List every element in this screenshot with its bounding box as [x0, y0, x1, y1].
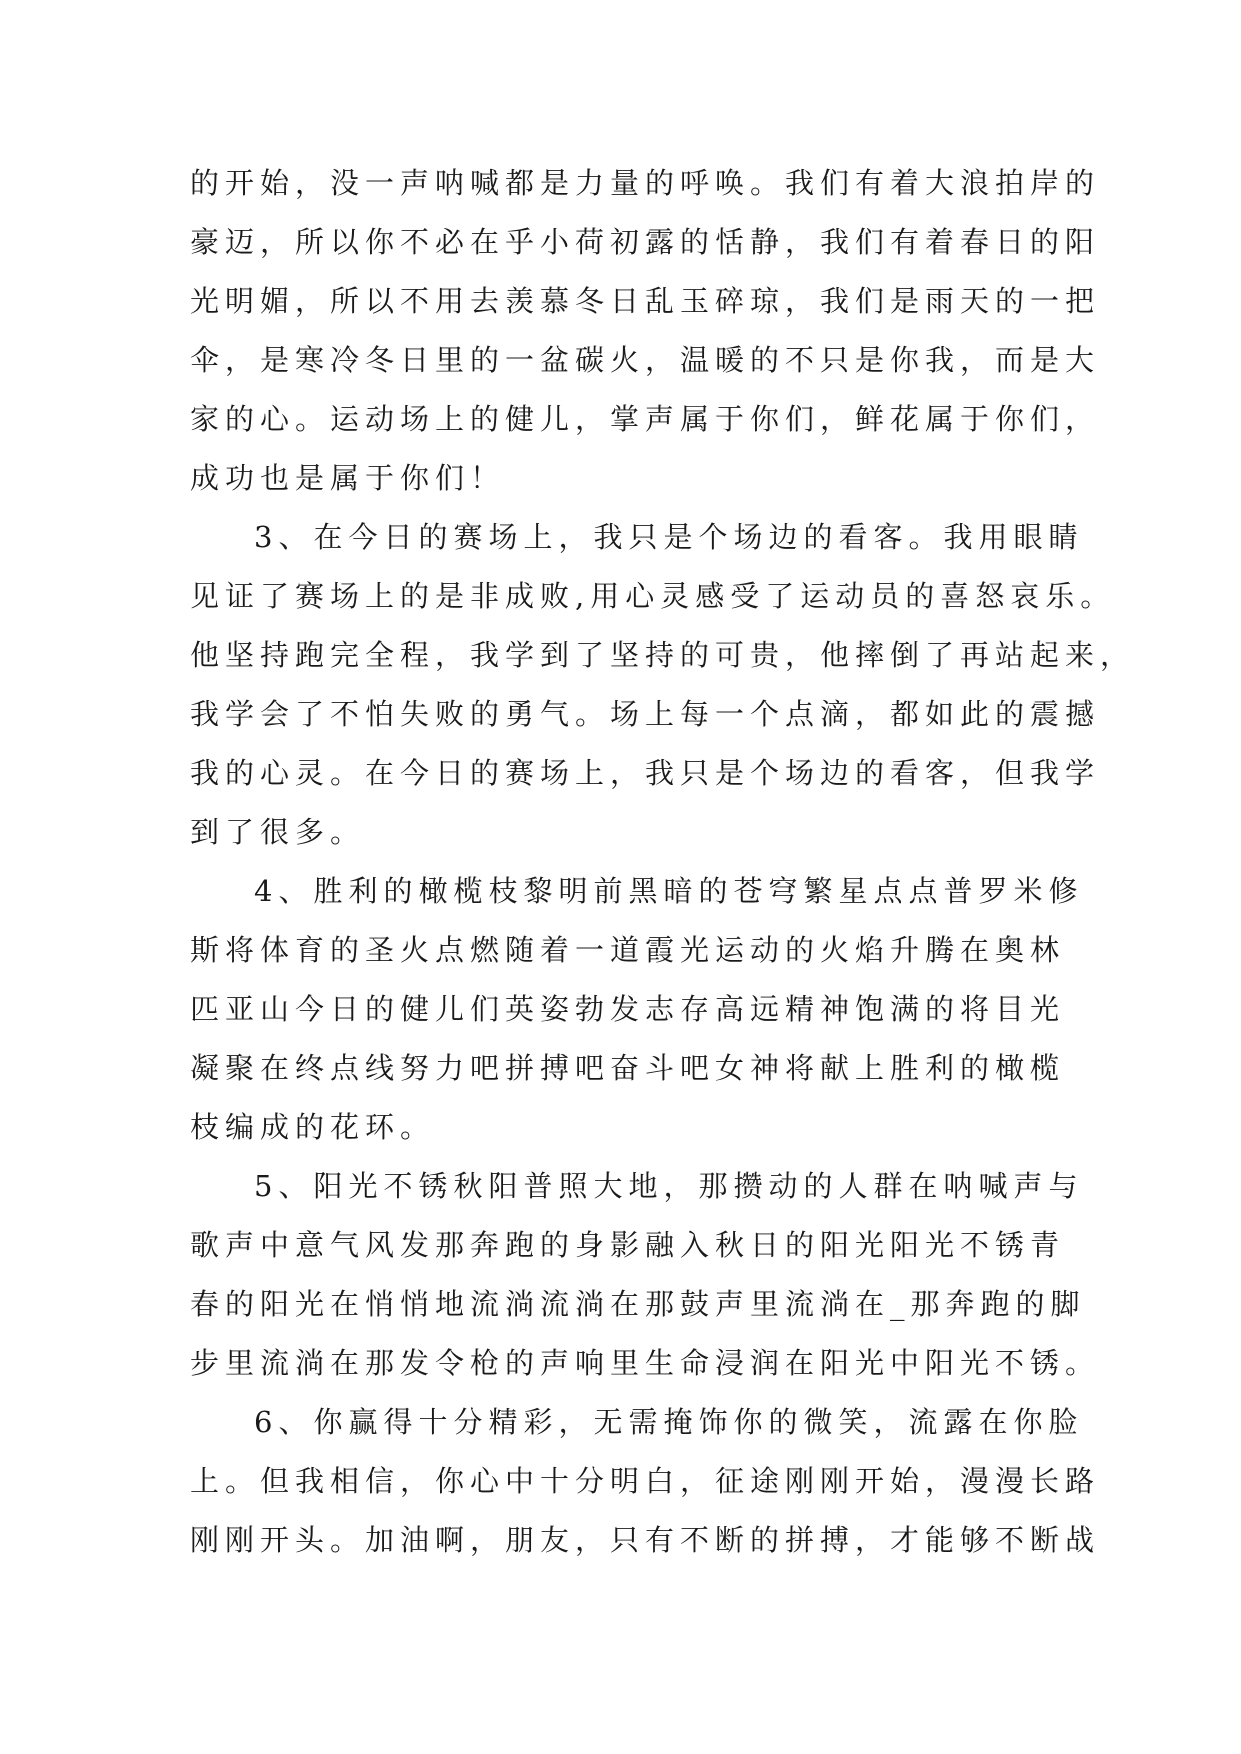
text-line: 我的心灵。在今日的赛场上，我只是个场边的看客，但我学: [190, 756, 1101, 790]
text-line: 刚刚开头。加油啊，朋友，只有不断的拼搏，才能够不断战: [190, 1523, 1101, 1557]
text-line: 成功也是属于你们！: [190, 461, 506, 495]
paragraph-5-first-line: 5、阳光不锈秋阳普照大地，那攒动的人群在呐喊声与: [254, 1169, 1084, 1203]
text-line: 上。但我相信，你心中十分明白，征途刚刚开始，漫漫长路: [190, 1464, 1101, 1498]
document-body: [190, 154, 1136, 1570]
text-line: 见证了赛场上的是非成败,用心灵感受了运动员的喜怒哀乐。: [190, 579, 1116, 613]
text-line: 匹亚山今日的健儿们英姿勃发志存高远精神饱满的将目光: [190, 992, 1066, 1026]
text-line: 他坚持跑完全程，我学到了坚持的可贵，他摔倒了再站起来，: [190, 638, 1136, 672]
text-line: 伞，是寒冷冬日里的一盆碳火，温暖的不只是你我，而是大: [190, 343, 1101, 377]
paragraph-4-first-line: 4、胜利的橄榄枝黎明前黑暗的苍穹繁星点点普罗米修: [254, 874, 1084, 908]
text-line: 凝聚在终点线努力吧拼搏吧奋斗吧女神将献上胜利的橄榄: [190, 1051, 1066, 1085]
text-line: 歌声中意气风发那奔跑的身影融入秋日的阳光阳光不锈青: [190, 1228, 1066, 1262]
text-line: 豪迈，所以你不必在乎小荷初露的恬静，我们有着春日的阳: [190, 225, 1101, 259]
text-line: 枝编成的花环。: [190, 1110, 436, 1144]
text-line: 光明媚，所以不用去羡慕冬日乱玉碎琼，我们是雨天的一把: [190, 284, 1101, 318]
text-line: 家的心。运动场上的健儿，掌声属于你们，鲜花属于你们，: [190, 402, 1101, 436]
text-line: 的开始，没一声呐喊都是力量的呼唤。我们有着大浪拍岸的: [190, 166, 1101, 200]
text-line: 步里流淌在那发令枪的声响里生命浸润在阳光中阳光不锈。: [190, 1346, 1101, 1380]
text-line: 我学会了不怕失败的勇气。场上每一个点滴，都如此的震撼: [190, 697, 1101, 731]
text-line: 斯将体育的圣火点燃随着一道霞光运动的火焰升腾在奥林: [190, 933, 1066, 967]
text-line: 春的阳光在悄悄地流淌流淌在那鼓声里流淌在_那奔跑的脚: [190, 1287, 1086, 1321]
text-line: 到了很多。: [190, 815, 366, 849]
paragraph-3-first-line: 3、在今日的赛场上，我只是个场边的看客。我用眼睛: [254, 520, 1084, 554]
paragraph-6-first-line: 6、你赢得十分精彩，无需掩饰你的微笑，流露在你脸: [254, 1405, 1084, 1439]
